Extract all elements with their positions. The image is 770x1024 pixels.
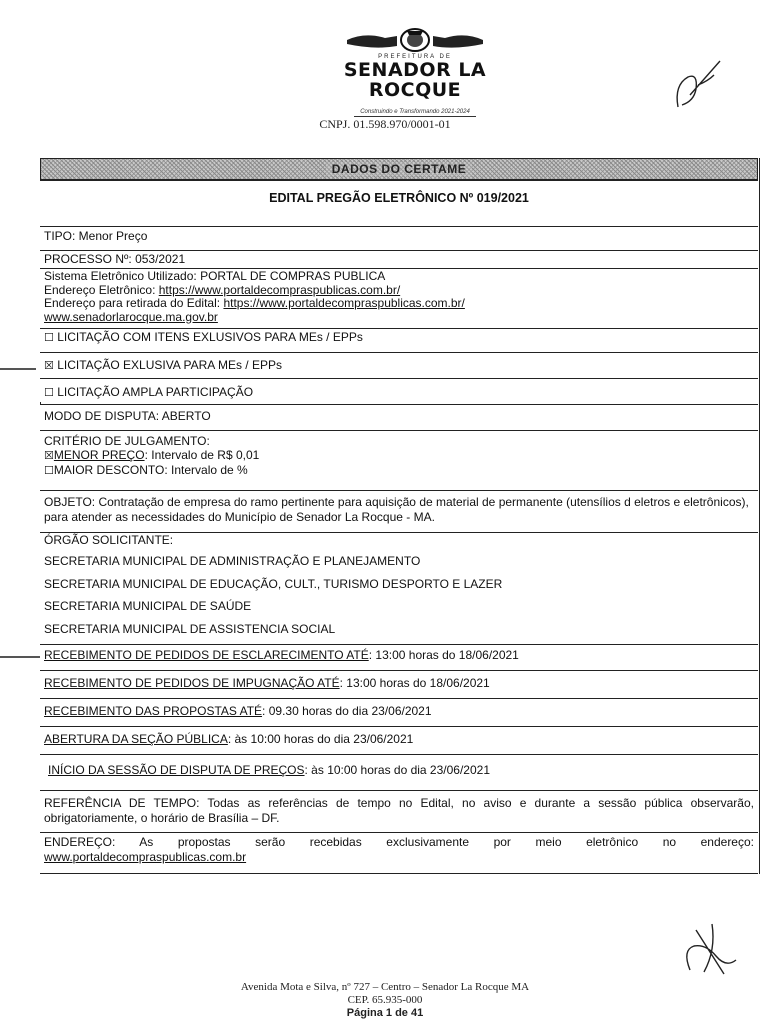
orgao-item-educacao: SECRETARIA MUNICIPAL DE EDUCAÇÃO, CULT., TURISMO DESPORTO E LAZER: [44, 577, 503, 591]
orgao-solicitante-row: [40, 532, 758, 552]
orgao-item-row: [40, 552, 758, 576]
orgao-item-assistencia: SECRETARIA MUNICIPAL DE ASSISTENCIA SOCIAL: [44, 622, 336, 636]
impugnacao-row: [40, 670, 758, 698]
sistema-value: PORTAL DE COMPRAS PUBLICA: [200, 269, 386, 283]
page-number: Página 1 de 41: [346, 1007, 424, 1019]
criterio-maior-desconto-intervalo: : Intervalo de %: [164, 463, 248, 477]
scan-margin-mark: [0, 368, 36, 370]
opcao-itens-exclusivos-label: LICITAÇÃO COM ITENS EXLUSIVOS PARA MEs / EPPs: [57, 330, 363, 344]
endereco-propostas-link[interactable]: www.portaldecompraspublicas.com.br: [44, 850, 247, 864]
endereco-propostas-text: ENDEREÇO: As propostas serão recebidas exclusivamente por meio eletrônico no endereço:: [44, 835, 754, 849]
opcao-ampla-label: LICITAÇÃO AMPLA PARTICIPAÇÃO: [57, 385, 254, 399]
municipality-logo: [300, 28, 530, 115]
retirada-line: [44, 297, 754, 311]
criterio-menor-preco-label: MENOR PREÇO: [53, 448, 145, 462]
opcao-ampla-row: [40, 378, 758, 402]
orgao-item-row: [40, 620, 758, 644]
abertura-label: ABERTURA DA SEÇÃO PÚBLICA: [44, 732, 228, 746]
inicio-disputa-label: INÍCIO DA SESSÃO DE DISPUTA DE PREÇOS: [48, 763, 305, 777]
modo-disputa-row: [40, 404, 758, 430]
referencia-tempo-text: REFERÊNCIA DE TEMPO: Todas as referências de tempo no Edital, no aviso e durante a sessão pública observarão, obrigatoriamente, o horário de Brasília – DF.: [44, 796, 754, 825]
objeto-text: OBJETO: Contratação de empresa do ramo pertinente para aquisição de material de permanente (utensílios d eletros e eletrônicos), para atender as necessidades do Município de Senador La Rocque - MA.: [44, 495, 749, 524]
opcao-itens-exclusivos-row: [40, 328, 758, 352]
criterio-maior-desconto: [44, 463, 754, 478]
logo-slogan: Construindo e Transformando 2021-2024: [354, 109, 476, 117]
logo-title: SENADOR LA ROCQUE: [343, 59, 487, 101]
checkbox-unchecked-icon: ☐: [44, 464, 54, 477]
orgao-item-administracao: SECRETARIA MUNICIPAL DE ADMINISTRAÇÃO E PLANEJAMENTO: [44, 554, 421, 568]
propostas-value: : 09.30 horas do dia 23/06/2021: [262, 704, 432, 718]
criterio-maior-desconto-label: MAIOR DESCONTO: [53, 463, 165, 477]
abertura-row: [40, 726, 758, 754]
retirada-link[interactable]: https://www.portaldecompraspublicas.com.br/: [223, 296, 465, 310]
objeto-row: [40, 490, 758, 532]
esclarecimento-label: RECEBIMENTO DE PEDIDOS DE ESCLARECIMENTO ATÉ: [44, 648, 369, 662]
orgao-item-row: [40, 598, 758, 620]
coat-of-arms-banner-icon: [345, 28, 485, 52]
esclarecimento-value: : 13:00 horas do 18/06/2021: [368, 648, 519, 662]
footer-address: Avenida Mota e Silva, nº 727 – Centro – Senador La Rocque MA: [240, 981, 530, 993]
site-link[interactable]: www.senadorlarocque.ma.gov.br: [44, 309, 218, 324]
endereco-line: [44, 284, 754, 298]
sistema-line: [44, 270, 754, 284]
signature-top-icon: [668, 55, 728, 115]
scan-margin-mark: [0, 656, 40, 658]
orgao-item-row: [40, 576, 758, 598]
impugnacao-value: : 13:00 horas do 18/06/2021: [339, 676, 490, 690]
tipo-row: [40, 226, 758, 250]
inicio-disputa-row: [40, 754, 758, 790]
checkbox-checked-icon: ☒: [44, 359, 54, 372]
endereco-propostas-row: [40, 832, 758, 874]
processo-text: PROCESSO Nº: 053/2021: [44, 252, 186, 266]
esclarecimento-row: [40, 644, 758, 670]
endereco-link[interactable]: https://www.portaldecompraspublicas.com.br/: [158, 282, 401, 297]
inicio-disputa-value: : às 10:00 horas do dia 23/06/2021: [304, 763, 490, 777]
logo-prefeitura-text: PREFEITURA DE: [378, 54, 452, 60]
opcao-exclusiva-label: LICITAÇÃO EXLUSIVA PARA MEs / EPPs: [57, 358, 282, 372]
abertura-value: : às 10:00 horas do dia 23/06/2021: [227, 732, 414, 746]
cnpj-text: CNPJ. 01.598.970/0001-01: [319, 117, 451, 131]
propostas-row: [40, 698, 758, 726]
criterio-menor-preco: [44, 448, 754, 463]
impugnacao-label: RECEBIMENTO DE PEDIDOS DE IMPUGNAÇÃO ATÉ: [44, 676, 340, 690]
footer-cep: CEP. 65.935-000: [347, 994, 423, 1006]
endereco-label: Endereço Eletrônico:: [44, 282, 159, 297]
section-title-text: DADOS DO CERTAME: [326, 162, 472, 176]
modo-disputa-text: MODO DE DISPUTA: ABERTO: [44, 409, 211, 423]
retirada-label: Endereço para retirada do Edital:: [44, 296, 224, 310]
site-line: [44, 311, 754, 325]
criterio-row: [40, 430, 758, 490]
processo-row: [40, 250, 758, 268]
opcao-exclusiva-row: [40, 352, 758, 378]
page-footer: [0, 981, 770, 1020]
tipo-text: TIPO: Menor Preço: [44, 229, 148, 243]
criterio-title: CRITÉRIO DE JULGAMENTO:: [44, 434, 210, 448]
checkbox-unchecked-icon: ☐: [44, 386, 54, 399]
edital-title-row: [40, 180, 758, 226]
checkbox-unchecked-icon: ☐: [44, 331, 54, 344]
criterio-menor-preco-intervalo: : Intervalo de R$ 0,01: [144, 448, 260, 462]
letterhead: [0, 0, 770, 150]
sistema-row: [40, 268, 758, 328]
edital-title: EDITAL PREGÃO ELETRÔNICO Nº 019/2021: [269, 191, 529, 205]
orgao-solicitante-title: ÓRGÃO SOLICITANTE:: [44, 533, 174, 547]
referencia-tempo-row: [40, 790, 758, 832]
orgao-item-saude: SECRETARIA MUNICIPAL DE SAÚDE: [44, 599, 252, 613]
checkbox-checked-icon: ☒: [44, 449, 54, 462]
sistema-label: Sistema Eletrônico Utilizado:: [44, 269, 201, 283]
signature-bottom-icon: [676, 910, 746, 980]
propostas-label: RECEBIMENTO DAS PROPOSTAS ATÉ: [44, 704, 263, 718]
section-title-dados-certame: [40, 158, 758, 180]
